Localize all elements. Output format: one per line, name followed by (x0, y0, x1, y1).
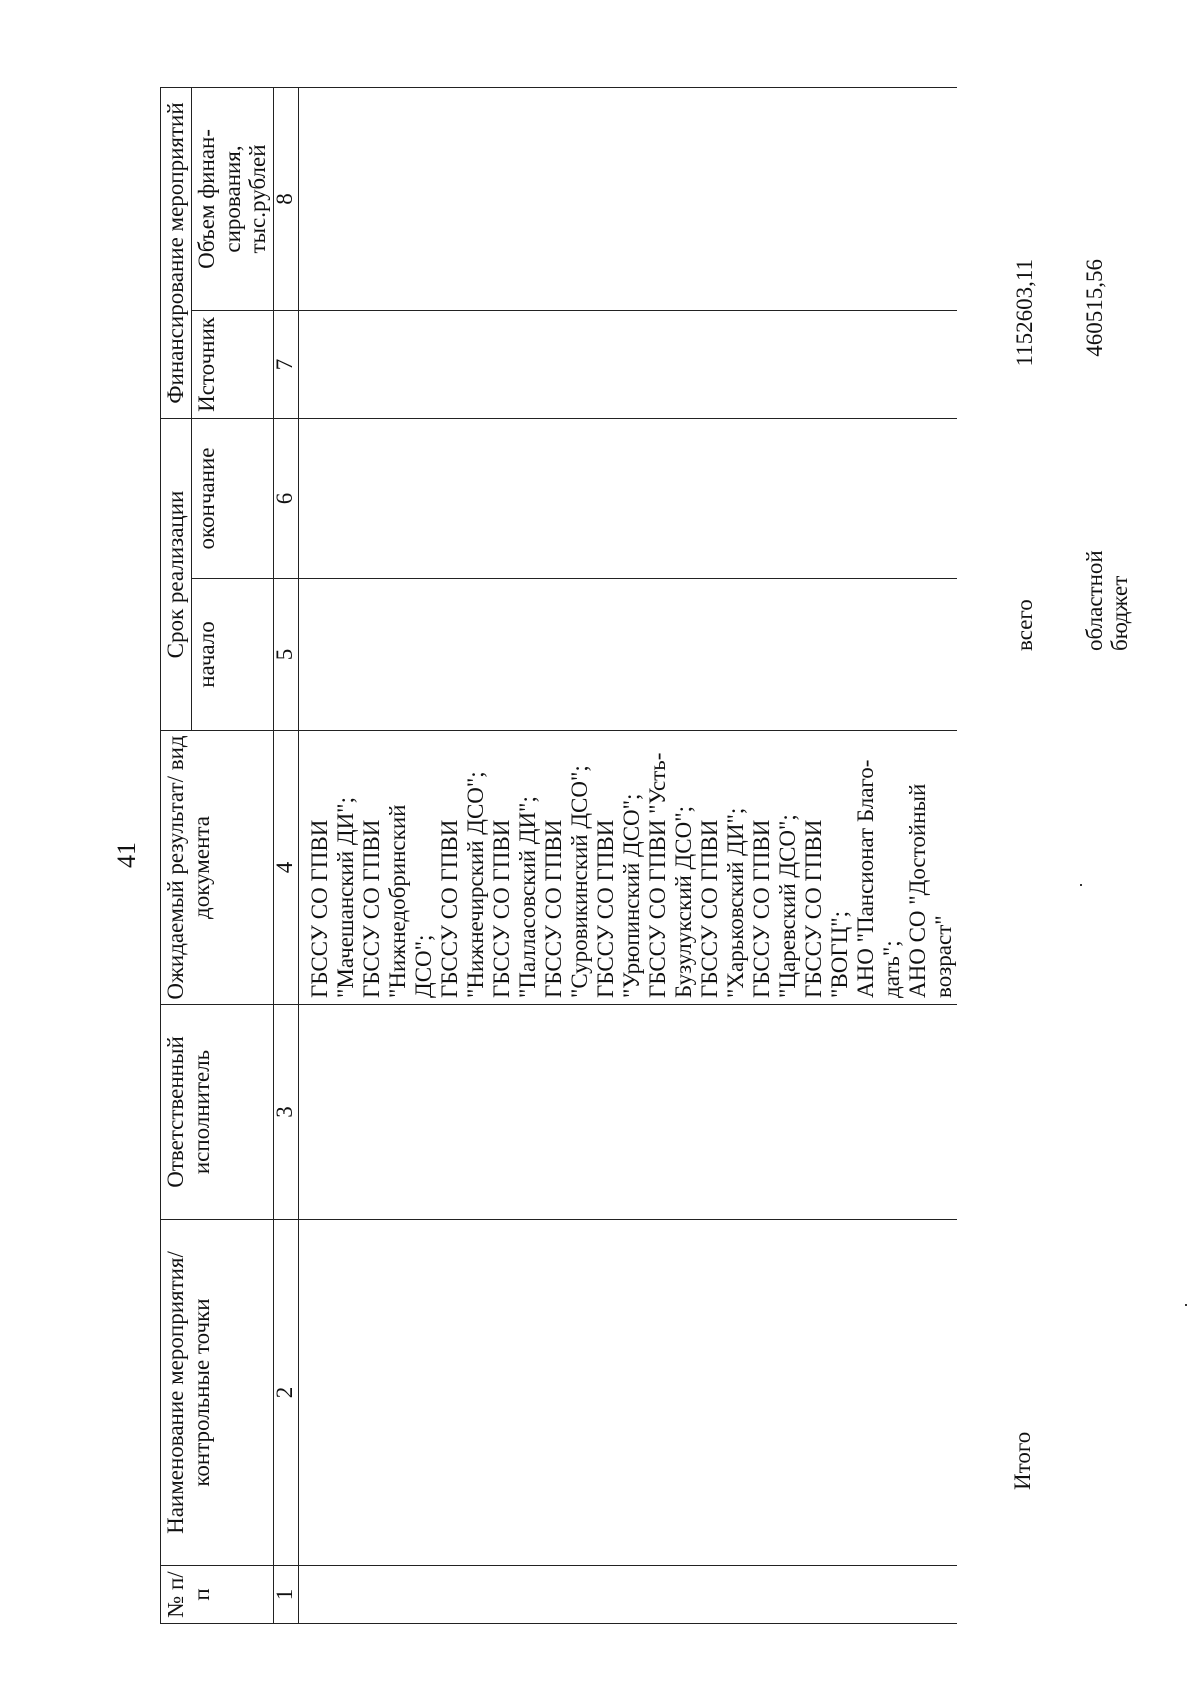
result-line: ГБССУ СО ГПВИ (748, 819, 774, 998)
index-cell: 5 (274, 579, 299, 731)
result-line: "Суровикинский ДСО"; (566, 765, 592, 998)
result-line: АНО СО "Достойный (904, 783, 930, 998)
source-cell (299, 310, 957, 418)
volume-cell (299, 87, 957, 310)
header-source: Источник (191, 310, 273, 418)
table-row (299, 87, 957, 1623)
scan-speck (1185, 1304, 1187, 1306)
measures-table (160, 87, 957, 1624)
result-line: АНО "Пансионат Благо- (852, 759, 878, 998)
result-line: "Харьковский ДИ"; (722, 807, 748, 998)
result-line: "Нижнедобринский ДСО"; (384, 804, 436, 998)
header-period-end: окончание (191, 418, 273, 578)
result-line: ГБССУ СО ГПВИ "Усть- (644, 752, 670, 998)
index-cell: 7 (274, 310, 299, 418)
page-number: 41 (112, 842, 141, 868)
index-row (274, 87, 299, 1623)
period-end-cell (299, 418, 957, 578)
header-num: № п/п (161, 1566, 274, 1624)
result-line: ГБССУ СО ГПВИ (696, 819, 722, 998)
period-start-cell (299, 579, 957, 731)
result-lines (307, 737, 957, 998)
index-cell: 2 (274, 1220, 299, 1566)
result-line: "Царевский ДСО"; (774, 814, 800, 998)
header-result: Ожидаемый результат/ вид документа (161, 731, 274, 1005)
header-name: Наименование мероприятия/ контрольные точки (161, 1220, 274, 1566)
result-line: "Палласовский ДИ"; (514, 796, 540, 998)
result-line: ГБССУ СО ГПВИ (436, 819, 462, 998)
result-line: дать"; (878, 940, 904, 998)
scan-speck (1080, 884, 1082, 886)
index-cell: 8 (274, 87, 299, 310)
result-line: возраст" (930, 915, 956, 998)
result-line: ГБССУ СО ГПВИ (592, 819, 618, 998)
index-cell: 3 (274, 1005, 299, 1220)
index-cell: 1 (274, 1566, 299, 1624)
totals-row-value: 1152603,11 (1012, 259, 1037, 367)
num-cell (299, 1566, 957, 1624)
totals-row-label: областной бюджет (1082, 550, 1133, 651)
totals-label: Итого (1010, 1431, 1035, 1490)
result-line: ГБССУ СО ГПВИ (488, 819, 514, 998)
index-cell: 4 (274, 731, 299, 1005)
result-cell (299, 731, 957, 1005)
header-row (161, 87, 192, 1623)
header-period-start: начало (191, 579, 273, 731)
result-line: ГБССУ СО ГПВИ (358, 819, 384, 998)
result-line: ГБССУ СО ГПВИ (800, 819, 826, 998)
totals-row-value: 460515,56 (1082, 259, 1107, 357)
result-line: ГБССУ СО ГПВИ (307, 819, 332, 998)
result-line: ГБССУ СО ГПВИ (540, 819, 566, 998)
result-line: "Мачешанский ДИ"; (332, 797, 358, 998)
result-line: "Нижнечирский ДСО"; (462, 771, 488, 998)
result-line: "ВОГЦ"; (826, 910, 852, 998)
result-line: Бузулукский ДСО"; (670, 806, 696, 998)
header-responsible: Ответственный исполнитель (161, 1005, 274, 1220)
name-cell (299, 1220, 957, 1566)
totals-row (1082, 51, 1152, 651)
responsible-cell (299, 1005, 957, 1220)
totals-row-label: всего (1012, 599, 1037, 651)
result-line: "Урюпинский ДСО"; (618, 793, 644, 998)
totals-block (1012, 51, 1152, 651)
totals-row (1012, 51, 1082, 651)
index-cell: 6 (274, 418, 299, 578)
header-volume: Объем финан-сирования, тыс.рублей (191, 87, 273, 310)
header-period: Срок реализации (161, 418, 192, 730)
header-financing: Финансирование мероприятий (161, 87, 192, 418)
